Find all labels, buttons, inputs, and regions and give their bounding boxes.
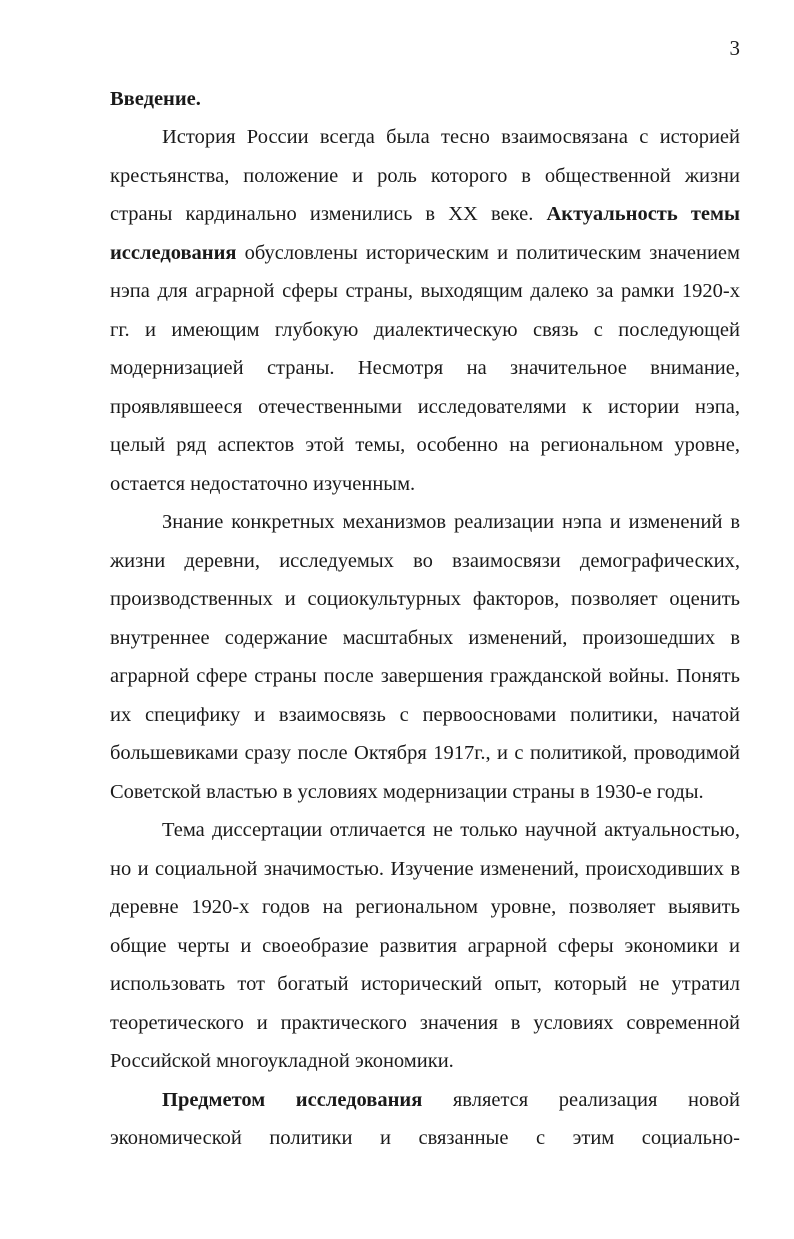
paragraph-1-text-a: История России всегда была тесно взаимосвязана с историей крестьянства, положение и роль которого в общественной жизни страны кардинально изменились в XX веке.	[110, 126, 740, 225]
document-body	[110, 80, 740, 1158]
subject-term: Предметом исследования	[162, 1088, 423, 1111]
paragraph-1	[110, 118, 740, 503]
paragraph-2: Знание конкретных механизмов реализации нэпа и изменений в жизни деревни, исследуемых во взаимосвязи демографических, производственных и социокультурных факторов, позволяет оценить внутреннее содержание масштабных изменений, произошедших в аграрной сфере страны после завершения гражданской войны. Понять их специфику и взаимосвязь с первоосновами политики, начатой большевиками сразу после Октября 1917г., и с политикой, проводимой Советской властью в условиях модернизации страны в 1930-е годы.	[110, 511, 740, 803]
paragraph-1-text-b: обусловлены историческим и политическим значением нэпа для аграрной сферы страны, выходящим далеко за рамки 1920-х гг. и имеющим глубокую диалектическую связь с последующей модернизацией страны. Несмотря на значительное внимание, проявлявшееся отечественными исследователями к истории нэпа, целый ряд аспектов этой темы, особенно на региональном уровне, остается недостаточно изученным.	[110, 241, 740, 495]
page-number: 3	[729, 36, 740, 60]
paragraph-3: Тема диссертации отличается не только научной актуальностью, но и социальной значимостью. Изучение изменений, происходивших в деревне 1920-х годов на региональном уровне, позволяет выявить общие черты и своеобразие развития аграрной сферы экономики и использовать тот богатый исторический опыт, который не утратил теоретического и практического значения в условиях современной Российской многоукладной экономики.	[110, 819, 740, 1072]
section-heading: Введение.	[110, 88, 201, 110]
paragraph-4-text: является реализация новой экономической политики и связанные с этим социально-	[110, 1088, 740, 1149]
relevance-term: Актуальность темы исследования	[110, 203, 740, 264]
paragraph-4	[110, 1081, 740, 1158]
